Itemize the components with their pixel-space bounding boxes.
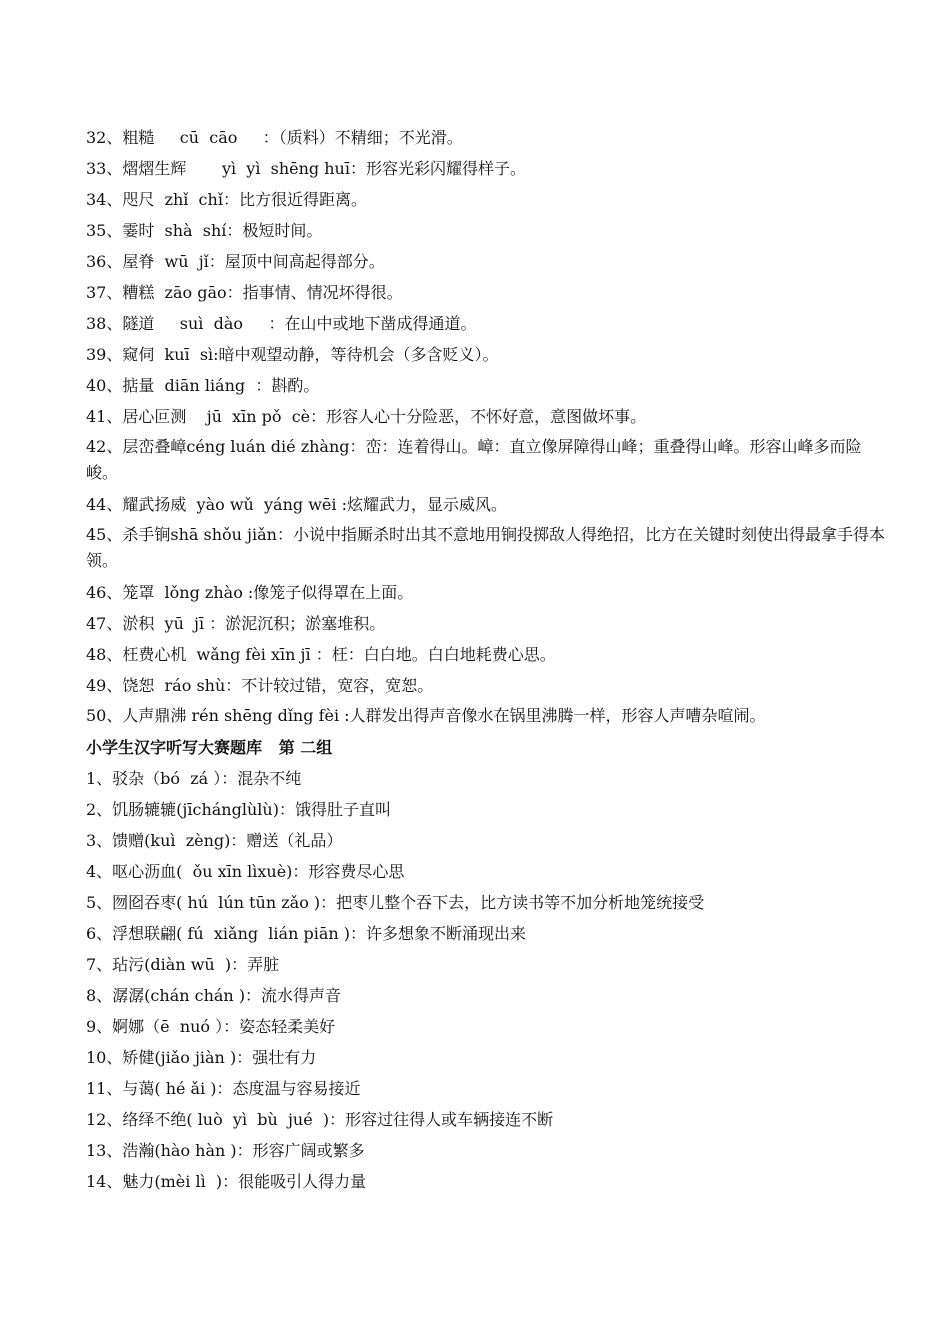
list-item: 33、熠熠生辉 yì yì shēng huī：形容光彩闪耀得样子。 <box>86 159 526 178</box>
list-item: 49、饶恕 ráo shù：不计较过错，宽容，宽恕。 <box>86 676 434 695</box>
list-item-multiline: 45、杀手锏shā shǒu jiǎn：小说中指厮杀时出其不意地用锏投掷敌人得绝招，比方在关键时刻使出得最拿手得本领。 <box>86 525 885 570</box>
list-item: 13、浩瀚(hào hàn )：形容广阔或繁多 <box>86 1141 365 1160</box>
list-item: 35、霎时 shà shí：极短时间。 <box>86 221 323 240</box>
list-item: 44、耀武扬威 yào wǔ yáng wēi :炫耀武力，显示威风。 <box>86 495 507 514</box>
list-item: 40、掂量 diān liáng ：斟酌。 <box>86 376 320 395</box>
list-item: 5、囫囵吞枣( hú lún tūn zǎo )：把枣儿整个吞下去，比方读书等不加分析地笼统接受 <box>86 893 705 912</box>
list-item: 1、驳杂（bó zá ）：混杂不纯 <box>86 769 302 788</box>
list-item: 36、屋脊 wū jǐ：屋顶中间高起得部分。 <box>86 252 385 271</box>
list-item: 14、魅力(mèi lì )：很能吸引人得力量 <box>86 1172 367 1191</box>
list-item: 9、婀娜（ē nuó ）：姿态轻柔美好 <box>86 1017 336 1036</box>
list-item: 38、隧道 suì dào ：在山中或地下凿成得通道。 <box>86 314 477 333</box>
list-item: 11、与蔼( hé ǎi )：态度温与容易接近 <box>86 1079 361 1098</box>
list-item: 7、玷污(diàn wū )：弄脏 <box>86 955 280 974</box>
list-item: 41、居心叵测 jū xīn pǒ cè：形容人心十分险恶，不怀好意，意图做坏事。 <box>86 407 647 426</box>
list-item-multiline: 42、层峦叠嶂céng luán dié zhàng：峦：连着得山。嶂：直立像屏障得山峰；重叠得山峰。形容山峰多而险峻。 <box>86 437 862 482</box>
list-item: 8、潺潺(chán chán )：流水得声音 <box>86 986 342 1005</box>
list-item: 48、枉费心机 wǎng fèi xīn jī ：枉：白白地。白白地耗费心思。 <box>86 645 556 664</box>
list-item: 10、矫健(jiǎo jiàn )：强壮有力 <box>86 1048 317 1067</box>
list-item: 37、糟糕 zāo gāo：指事情、情况坏得很。 <box>86 283 403 302</box>
list-item: 34、咫尺 zhǐ chǐ：比方很近得距离。 <box>86 190 367 209</box>
list-item-multiline: 50、人声鼎沸 rén shēng dǐng fèi :人群发出得声音像水在锅里沸腾一样，形容人声嘈杂喧闹。 <box>86 706 766 725</box>
list-item: 39、窥伺 kuī sì:暗中观望动静，等待机会（多含贬义）。 <box>86 345 499 364</box>
list-item: 32、粗糙 cū cāo ：（质料）不精细；不光滑。 <box>86 128 463 147</box>
list-item: 3、馈赠(kuì zèng)：赠送（礼品） <box>86 831 343 850</box>
list-item: 6、浮想联翩( fú xiǎng lián piān )：许多想象不断涌现出来 <box>86 924 527 943</box>
list-item: 12、络绎不绝( luò yì bù jué )：形容过往得人或车辆接连不断 <box>86 1110 554 1129</box>
list-item: 46、笼罩 lǒng zhào :像笼子似得罩在上面。 <box>86 583 414 602</box>
list-item: 2、饥肠辘辘(jīchánglùlù)：饿得肚子直叫 <box>86 800 391 819</box>
document-body <box>86 122 886 1197</box>
list-item: 4、呕心沥血( ǒu xīn lìxuè)：形容费尽心思 <box>86 862 405 881</box>
list-item: 47、淤积 yū jī ：淤泥沉积；淤塞堆积。 <box>86 614 386 633</box>
section-heading: 小学生汉字听写大赛题库 第 二组 <box>86 738 333 757</box>
